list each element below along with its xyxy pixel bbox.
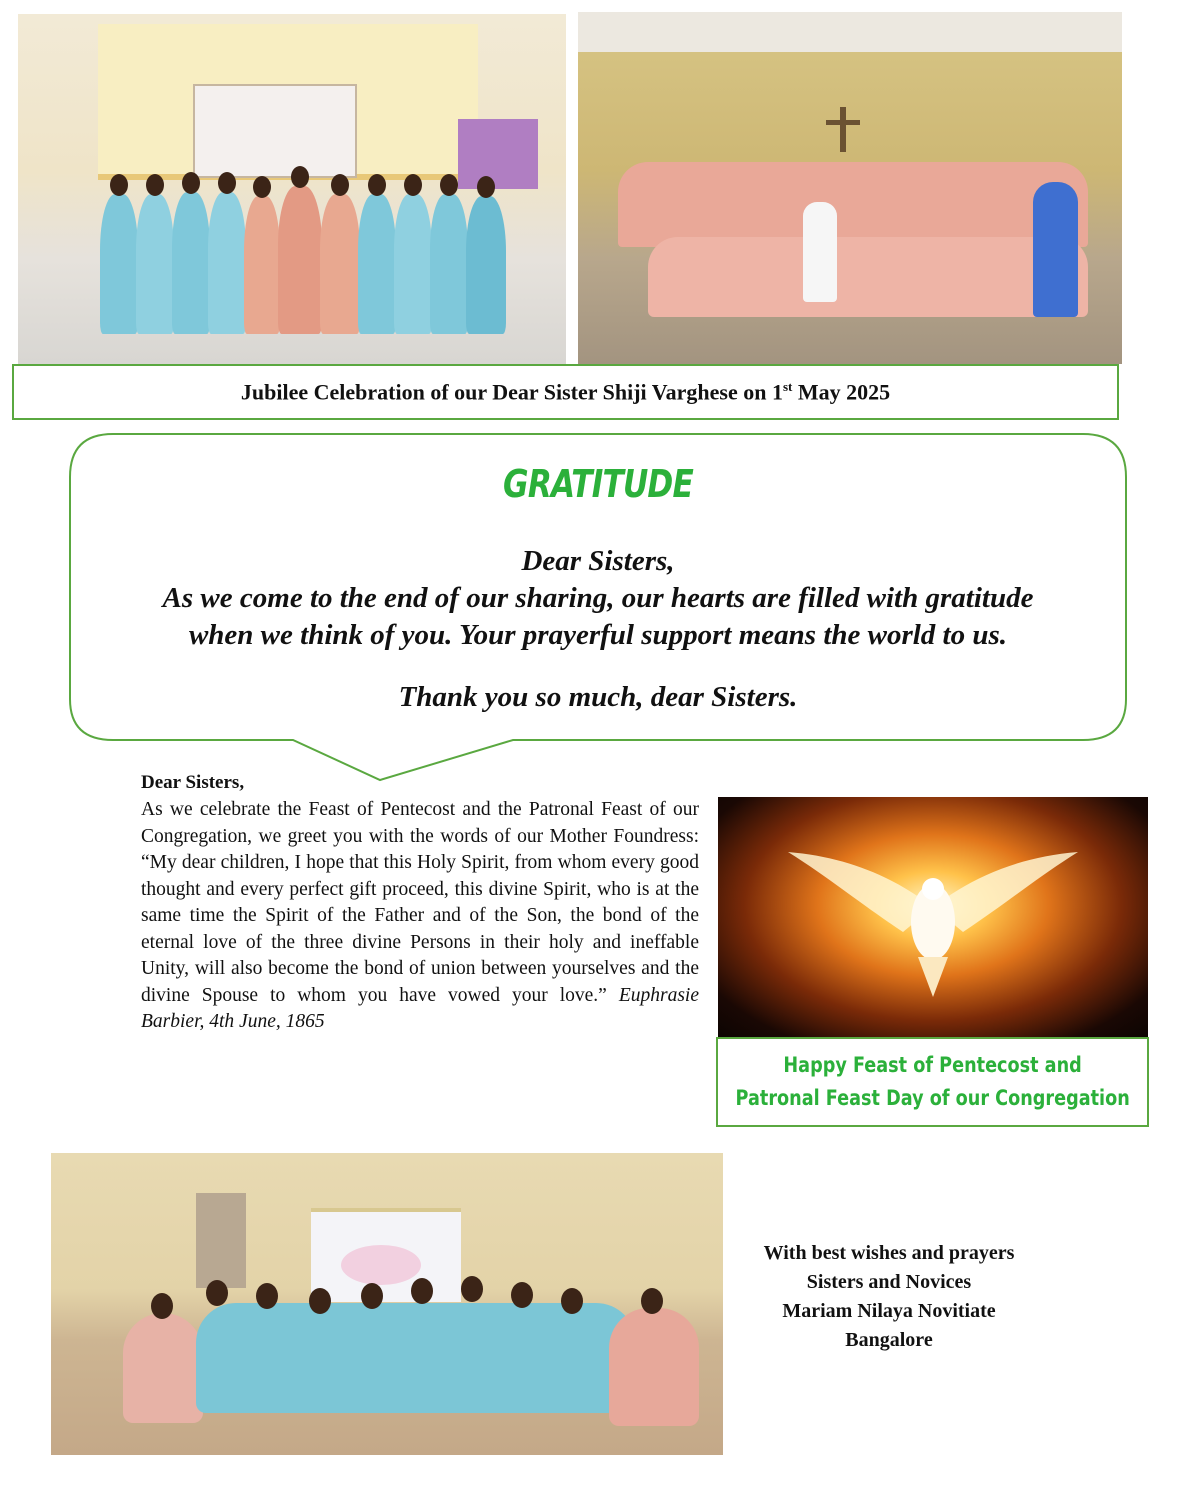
jubilee-caption-box <box>12 364 1119 420</box>
novices-group-photo <box>51 1153 723 1455</box>
gratitude-title: GRATITUDE <box>503 462 693 506</box>
lectern <box>196 1193 246 1288</box>
group-of-novices <box>51 1278 723 1448</box>
gratitude-line-1: As we come to the end of our sharing, our hearts are filled with gratitude <box>162 582 1034 614</box>
closing-line-4: Bangalore <box>845 1329 933 1351</box>
letter-text: As we celebrate the Feast of Pentecost and the Patronal Feast of our Congregation, we greet you with the words of our Mother Foundress: “My dear children, I hope that this Holy Spirit, from whom every good thought and every perfect gift proceed, this divine Spirit, who is at the same time the Spirit of the Father and of the Son, the bond of the eternal love of the three divine Persons in their holy and ineffable Unity, will also become the bond of union between yourselves and the divine Spouse to whom you have vowed your love.” <box>141 799 699 1006</box>
letter-signature: Euphrasie Barbier, 4th June, 1865 <box>141 984 700 1032</box>
gratitude-salutation: Dear Sisters, <box>521 545 675 577</box>
closing-signoff <box>730 1239 1048 1355</box>
pentecost-caption-line-2: Patronal Feast Day of our Congregation <box>735 1086 1130 1110</box>
jubilee-photo-group-indoor <box>18 14 566 364</box>
gratitude-thanks: Thank you so much, dear Sisters. <box>398 681 798 713</box>
jubilee-photo-community <box>578 12 1122 364</box>
framed-picture <box>458 119 538 189</box>
ceiling <box>578 12 1122 52</box>
letter-body <box>141 797 699 1036</box>
closing-line-1: With best wishes and prayers <box>763 1242 1015 1264</box>
holy-spirit-dove-image <box>718 797 1148 1037</box>
closing-line-2: Sisters and Novices <box>806 1271 972 1293</box>
pentecost-caption-box <box>716 1037 1149 1127</box>
gratitude-line-2: when we think of you. Your prayerful support means the world to us. <box>188 619 1008 651</box>
congratulations-banner <box>193 84 357 178</box>
group-of-sisters <box>18 184 566 364</box>
group-of-sisters <box>608 142 1098 342</box>
dove-icon <box>718 797 1148 1037</box>
jubilee-caption: Jubilee Celebration of our Dear Sister Shiji Varghese on 1st May 2025 <box>240 378 891 405</box>
pentecost-caption-line-1: Happy Feast of Pentecost and <box>783 1053 1082 1077</box>
closing-line-3: Mariam Nilaya Novitiate <box>782 1300 996 1322</box>
letter-salutation: Dear Sisters, <box>141 772 245 793</box>
